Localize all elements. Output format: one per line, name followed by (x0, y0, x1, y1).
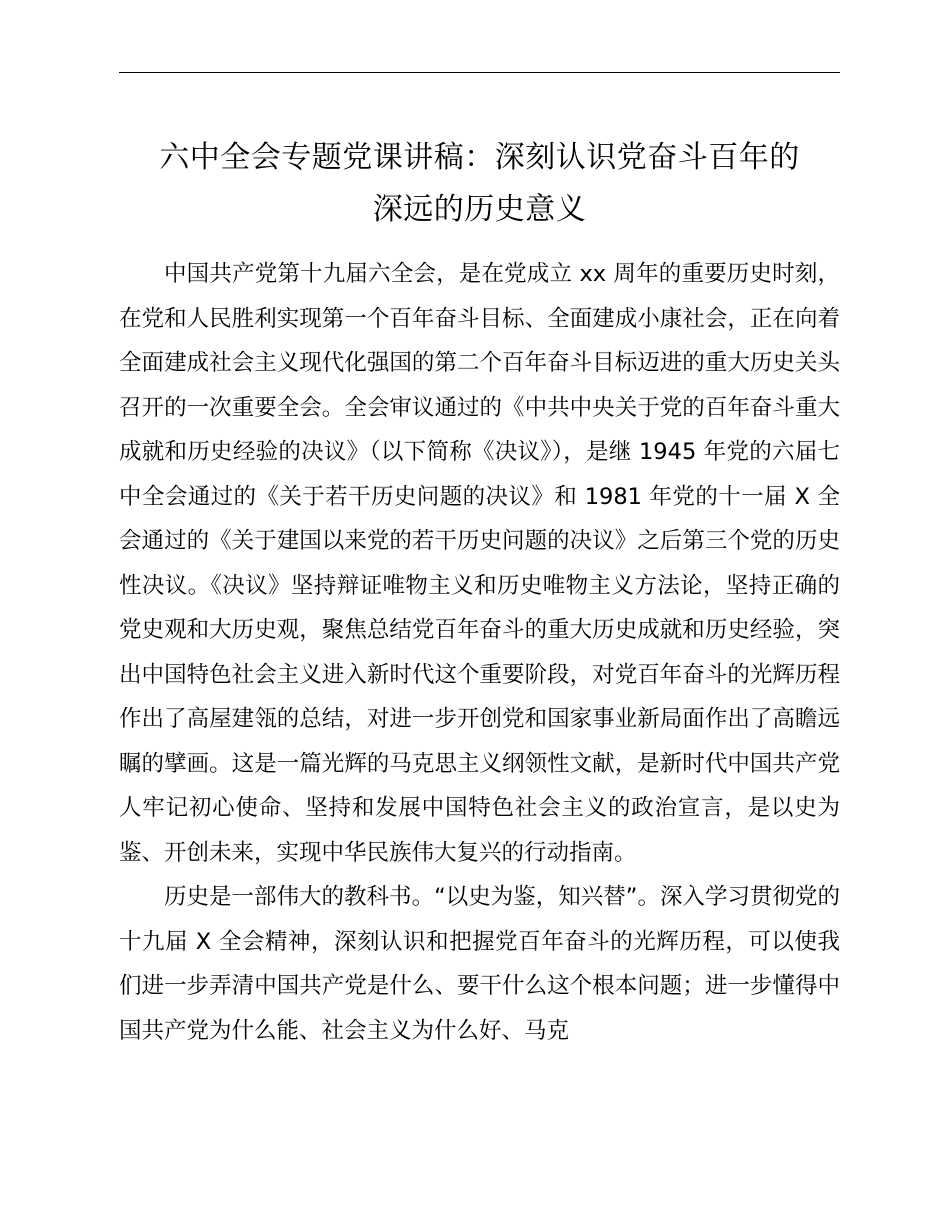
paragraph-1: 中国共产党第十九届六全会，是在党成立 xx 周年的重要历史时刻，在党和人民胜利实现第一个百年奋斗目标、全面建成小康社会，正在向着全面建成社会主义现代化强国的第二个百年奋斗目标迈进的重大历史关头召开的一次重要全会。全会审议通过的《中共中央关于党的百年奋斗重大成就和历史经验的决议》（以下简称《决议》），是继 1945 年党的六届七中全会通过的《关于若干历史问题的决议》和 1981 年党的十一届 X 全会通过的《关于建国以来党的若干历史问题的决议》之后第三个党的历史性决议。《决议》坚持辩证唯物主义和历史唯物主义方法论，坚持正确的党史观和大历史观，聚焦总结党百年奋斗的重大历史成就和历史经验，突出中国特色社会主义进入新时代这个重要阶段，对党百年奋斗的光辉历程作出了高屋建瓴的总结，对进一步开创党和国家事业新局面作出了高瞻远瞩的擘画。这是一篇光辉的马克思主义纲领性文献，是新时代中国共产党人牢记初心使命、坚持和发展中国特色社会主义的政治宣言，是以史为鉴、开创未来，实现中华民族伟大复兴的行动指南。 (119, 261, 840, 866)
document-body (119, 252, 840, 1053)
header-rule (119, 72, 840, 73)
document-title (119, 132, 840, 236)
title-line-1: 六中全会专题党课讲稿：深刻认识党奋斗百年的 (159, 140, 800, 175)
title-line-2: 深远的历史意义 (372, 192, 587, 227)
paragraph-2: 历史是一部伟大的教科书。“以史为鉴，知兴替”。深入学习贯彻党的十九届 X 全会精神，深刻认识和把握党百年奋斗的光辉历程，可以使我们进一步弄清中国共产党是什么、要干什么这个根本问题；进一步懂得中国共产党为什么能、社会主义为什么好、马克 (119, 884, 840, 1044)
